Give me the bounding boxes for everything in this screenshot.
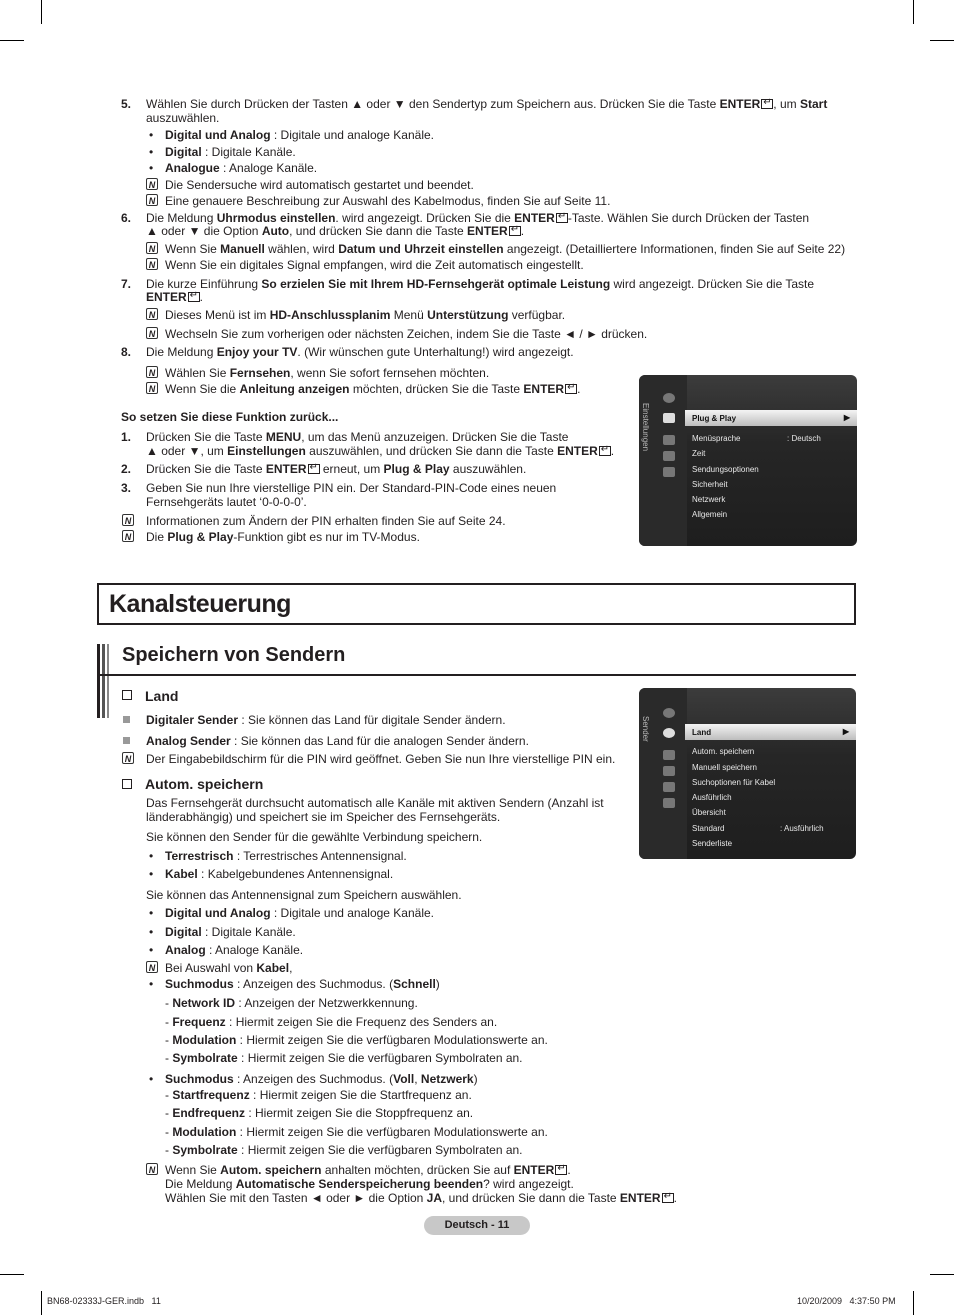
sub-item: - Startfrequenz : Hiermit zeigen Sie die Startfrequenz an. bbox=[165, 1088, 472, 1102]
step-number: 8. bbox=[121, 345, 132, 359]
footer-file: BN68-02333J-GER.indb 11 bbox=[47, 1296, 161, 1306]
step-number: 7. bbox=[121, 277, 132, 291]
selected-label: Plug & Play bbox=[692, 414, 737, 423]
arrow-right-icon: ▶ bbox=[842, 727, 849, 736]
autom-heading: Autom. speichern bbox=[145, 776, 264, 792]
reset-step3-line2: Fernsehgeräts lautet ‘0-0-0-0’. bbox=[146, 495, 307, 509]
bullet-icon: • bbox=[149, 943, 154, 957]
menu-item[interactable]: Netzwerk bbox=[692, 495, 726, 504]
menu-item-value: : Ausführlich bbox=[780, 824, 824, 833]
note-icon: N bbox=[146, 327, 158, 339]
menu-selected-item[interactable] bbox=[685, 410, 857, 426]
list-item: Analog : Analoge Kanäle. bbox=[165, 943, 304, 957]
reset-step3-line1: Geben Sie nun Ihre vierstellige PIN ein. Der Standard-PIN-Code eines neuen bbox=[146, 481, 557, 495]
support-icon bbox=[663, 782, 675, 792]
enter-icon bbox=[308, 464, 320, 474]
paragraph: Sie können den Sender für die gewählte Verbindung speichern. bbox=[146, 830, 483, 844]
paragraph: Sie können das Antennensignal zum Speichern auswählen. bbox=[146, 888, 462, 902]
reset-step2: Drücken Sie die Taste ENTER↵ erneut, um Plug & Play auszuwählen. bbox=[146, 462, 526, 476]
note-text: Wechseln Sie zum vorherigen oder nächsten Zeichen, indem Sie die Taste ◄ / ► drücken. bbox=[165, 327, 648, 341]
input-icon bbox=[663, 451, 675, 461]
satellite-icon bbox=[663, 728, 675, 738]
step-number: 5. bbox=[121, 97, 132, 111]
crop-mark bbox=[913, 0, 914, 24]
menu-item[interactable]: Autom. speichern bbox=[692, 747, 755, 756]
sub-item: - Symbolrate : Hiermit zeigen Sie die verfügbaren Symbolraten an. bbox=[165, 1143, 523, 1157]
crop-mark bbox=[930, 40, 954, 41]
enter-icon bbox=[188, 292, 200, 302]
accent-bar bbox=[107, 644, 109, 718]
enter-icon bbox=[761, 99, 773, 109]
step6-line1: Die Meldung Uhrmodus einstellen. wird angezeigt. Drücken Sie die ENTER↵ -Taste. Wählen Sie durch Drücken der Tasten bbox=[146, 211, 809, 225]
tv-menu-settings bbox=[639, 375, 857, 546]
menu-item[interactable]: Allgemein bbox=[692, 510, 728, 519]
bullet-icon: • bbox=[149, 906, 154, 920]
list-item: Digitaler Sender : Sie können das Land für digitale Sender ändern. bbox=[146, 713, 506, 727]
list-item: Terrestrisch : Terrestrisches Antennensignal. bbox=[165, 849, 407, 863]
divider bbox=[97, 674, 856, 676]
note-icon: N bbox=[146, 961, 158, 973]
bullet-icon: • bbox=[149, 925, 154, 939]
crop-mark bbox=[41, 0, 42, 24]
support-icon bbox=[663, 467, 675, 477]
step6-line2: ▲ oder ▼ die Option Auto, und drücken Sie dann die Taste ENTER↵ . bbox=[146, 224, 524, 238]
menu-selected-item[interactable] bbox=[685, 724, 856, 740]
sub-item: - Symbolrate : Hiermit zeigen Sie die verfügbaren Symbolraten an. bbox=[165, 1051, 523, 1065]
note-icon: N bbox=[146, 366, 158, 378]
picture-icon bbox=[663, 708, 675, 718]
paragraph: Das Fernsehgerät durchsucht automatisch alle Kanäle mit aktiven Sendern (Anzahl ist bbox=[146, 796, 604, 810]
reset-step1-line2: ▲ oder ▼, um Einstellungen auszuwählen, und drücken Sie dann die Taste ENTER↵ . bbox=[146, 444, 614, 458]
input-icon bbox=[663, 766, 675, 776]
note-icon: N bbox=[146, 1163, 158, 1175]
gear-icon bbox=[663, 413, 675, 423]
enter-icon bbox=[555, 1165, 567, 1175]
crop-mark bbox=[930, 1274, 954, 1275]
list-item: Digital : Digitale Kanäle. bbox=[165, 925, 296, 939]
crop-mark bbox=[913, 1291, 914, 1315]
step-number: 1. bbox=[121, 430, 132, 444]
step7-line2: ENTER↵ . bbox=[146, 290, 203, 304]
enter-icon bbox=[565, 384, 577, 394]
crop-mark bbox=[41, 1291, 42, 1315]
sub-item: - Modulation : Hiermit zeigen Sie die verfügbaren Modulationswerte an. bbox=[165, 1125, 548, 1139]
note-icon: N bbox=[146, 308, 158, 320]
accent-bar bbox=[97, 644, 100, 718]
menu-item[interactable]: Zeit bbox=[692, 449, 706, 458]
tv-menu-channel bbox=[639, 688, 856, 859]
note-icon: N bbox=[122, 514, 134, 526]
note-icon: N bbox=[146, 382, 158, 394]
list-item: Analog Sender : Sie können das Land für die analogen Sender ändern. bbox=[146, 734, 529, 748]
step5-line1: Wählen Sie durch Drücken der Tasten ▲ oder ▼ den Sendertyp zum Speichern aus. Drücken Sie die Taste ENTER↵ , um Start bbox=[146, 97, 827, 111]
note-text: Der Eingabebildschirm für die PIN wird geöffnet. Geben Sie nun Ihre vierstellige PIN ein. bbox=[146, 752, 616, 766]
note-text: Wählen Sie Fernsehen, wenn Sie sofort fernsehen möchten. bbox=[165, 366, 490, 380]
step8-line1: Die Meldung Enjoy your TV. (Wir wünschen gute Unterhaltung!) wird angezeigt. bbox=[146, 345, 574, 359]
menu-item[interactable]: Sicherheit bbox=[692, 480, 728, 489]
enter-icon bbox=[662, 1193, 674, 1203]
note-text: Dieses Menü ist im HD-Anschlussplanim Menü Unterstützung verfügbar. bbox=[165, 308, 566, 322]
help-icon bbox=[663, 798, 675, 808]
note-icon: N bbox=[146, 258, 158, 270]
note-text: Die Sendersuche wird automatisch gestartet und beendet. bbox=[165, 178, 474, 192]
note-icon: N bbox=[146, 194, 158, 206]
square-bullet-icon bbox=[123, 716, 130, 723]
note-text: Die Meldung Automatische Senderspeicherung beenden? wird angezeigt. bbox=[165, 1177, 574, 1191]
list-item: Digital : Digitale Kanäle. bbox=[165, 145, 296, 159]
reset-step1-line1: Drücken Sie die Taste MENU, um das Menü anzuzeigen. Drücken Sie die Taste bbox=[146, 430, 569, 444]
menu-item[interactable]: Ausführlich bbox=[692, 793, 732, 802]
step5-line2: auszuwählen. bbox=[146, 111, 220, 125]
enter-icon bbox=[509, 226, 521, 236]
step-number: 6. bbox=[121, 211, 132, 225]
list-item: Suchmodus : Anzeigen des Suchmodus. (Voll, Netzwerk) bbox=[165, 1072, 478, 1086]
page-number-badge: Deutsch - 11 bbox=[424, 1216, 530, 1235]
sub-item: - Network ID : Anzeigen der Netzwerkkennung. bbox=[165, 996, 418, 1010]
enter-icon bbox=[556, 213, 568, 223]
note-text: Bei Auswahl von Kabel, bbox=[165, 961, 293, 975]
note-text: Informationen zum Ändern der PIN erhalten finden Sie auf Seite 24. bbox=[146, 514, 506, 528]
note-text: Wenn Sie ein digitales Signal empfangen, wird die Zeit automatisch eingestellt. bbox=[165, 258, 584, 272]
list-item: Suchmodus : Anzeigen des Suchmodus. (Schnell) bbox=[165, 977, 440, 991]
crop-mark bbox=[0, 40, 24, 41]
bullet-icon: • bbox=[149, 145, 154, 159]
step-number: 2. bbox=[121, 462, 132, 476]
note-text: Die Plug & Play-Funktion gibt es nur im TV-Modus. bbox=[146, 530, 420, 544]
crop-mark bbox=[0, 1274, 24, 1275]
footer-datetime: 10/20/2009 4:37:50 PM bbox=[797, 1296, 896, 1306]
sub-item: - Endfrequenz : Hiermit zeigen Sie die Stoppfrequenz an. bbox=[165, 1106, 474, 1120]
note-text: Wenn Sie die Anleitung anzeigen möchten, drücken Sie die Taste ENTER↵ . bbox=[165, 382, 580, 396]
checkbox-square-icon bbox=[122, 779, 132, 789]
menu-item[interactable]: Standard bbox=[692, 824, 725, 833]
checkbox-square-icon bbox=[122, 690, 132, 700]
bullet-icon: • bbox=[149, 977, 154, 991]
selected-label: Land bbox=[692, 728, 712, 737]
land-heading: Land bbox=[145, 688, 179, 704]
menu-item[interactable]: Menüsprache bbox=[692, 434, 741, 443]
sub-item: - Frequenz : Hiermit zeigen Sie die Frequenz des Senders an. bbox=[165, 1015, 498, 1029]
reset-heading: So setzen Sie diese Funktion zurück... bbox=[121, 410, 339, 424]
list-item: Kabel : Kabelgebundenes Antennensignal. bbox=[165, 867, 394, 881]
menu-item[interactable]: Manuell speichern bbox=[692, 763, 757, 772]
bullet-icon: • bbox=[149, 1072, 154, 1086]
gear-icon bbox=[663, 750, 675, 760]
picture-icon bbox=[663, 393, 675, 403]
note-icon: N bbox=[122, 530, 134, 542]
bullet-icon: • bbox=[149, 161, 154, 175]
note-text: Wenn Sie Manuell wählen, wird Datum und Uhrzeit einstellen angezeigt. (Detailliertere Informationen, finden Sie auf Seite 22) bbox=[165, 242, 846, 256]
note-text: Wählen Sie mit den Tasten ◄ oder ► die Option JA, und drücken Sie dann die Taste ENTER↵ . bbox=[165, 1191, 677, 1205]
section-title: Kanalsteuerung bbox=[109, 590, 291, 618]
arrow-right-icon: ▶ bbox=[843, 413, 850, 422]
menu-item[interactable]: Sendungsoptionen bbox=[692, 465, 759, 474]
menu-item[interactable]: Senderliste bbox=[692, 839, 733, 848]
menu-side-label: Einstellungen bbox=[641, 403, 650, 452]
bullet-icon: • bbox=[149, 128, 154, 142]
accent-bar bbox=[102, 644, 105, 718]
step-number: 3. bbox=[121, 481, 132, 495]
section-subtitle: Speichern von Sendern bbox=[122, 644, 346, 666]
note-icon: N bbox=[122, 752, 134, 764]
menu-item[interactable]: Übersicht bbox=[692, 808, 726, 817]
paragraph: länderabhängig) und speichert sie im Speicher des Fernsehgeräts. bbox=[146, 810, 501, 824]
menu-item[interactable]: Suchoptionen für Kabel bbox=[692, 778, 776, 787]
bullet-icon: • bbox=[149, 867, 154, 881]
note-icon: N bbox=[146, 242, 158, 254]
step7-line1: Die kurze Einführung So erzielen Sie mit Ihrem HD-Fernsehgerät optimale Leistung wird angezeigt. Drücken Sie die Taste bbox=[146, 277, 815, 291]
note-text: Wenn Sie Autom. speichern anhalten möchten, drücken Sie auf ENTER↵ . bbox=[165, 1163, 571, 1177]
list-item: Analogue : Analoge Kanäle. bbox=[165, 161, 318, 175]
menu-side-label: Sender bbox=[641, 716, 650, 742]
list-item: Digital und Analog : Digitale und analoge Kanäle. bbox=[165, 128, 434, 142]
bullet-icon: • bbox=[149, 849, 154, 863]
satellite-icon bbox=[663, 435, 675, 445]
note-icon: N bbox=[146, 178, 158, 190]
list-item: Digital und Analog : Digitale und analoge Kanäle. bbox=[165, 906, 434, 920]
sub-item: - Modulation : Hiermit zeigen Sie die verfügbaren Modulationswerte an. bbox=[165, 1033, 548, 1047]
menu-item-value: : Deutsch bbox=[787, 434, 821, 443]
section-title-box bbox=[97, 583, 856, 625]
square-bullet-icon bbox=[123, 737, 130, 744]
enter-icon bbox=[599, 446, 611, 456]
note-text: Eine genauere Beschreibung zur Auswahl des Kabelmodus, finden Sie auf Seite 11. bbox=[165, 194, 611, 208]
